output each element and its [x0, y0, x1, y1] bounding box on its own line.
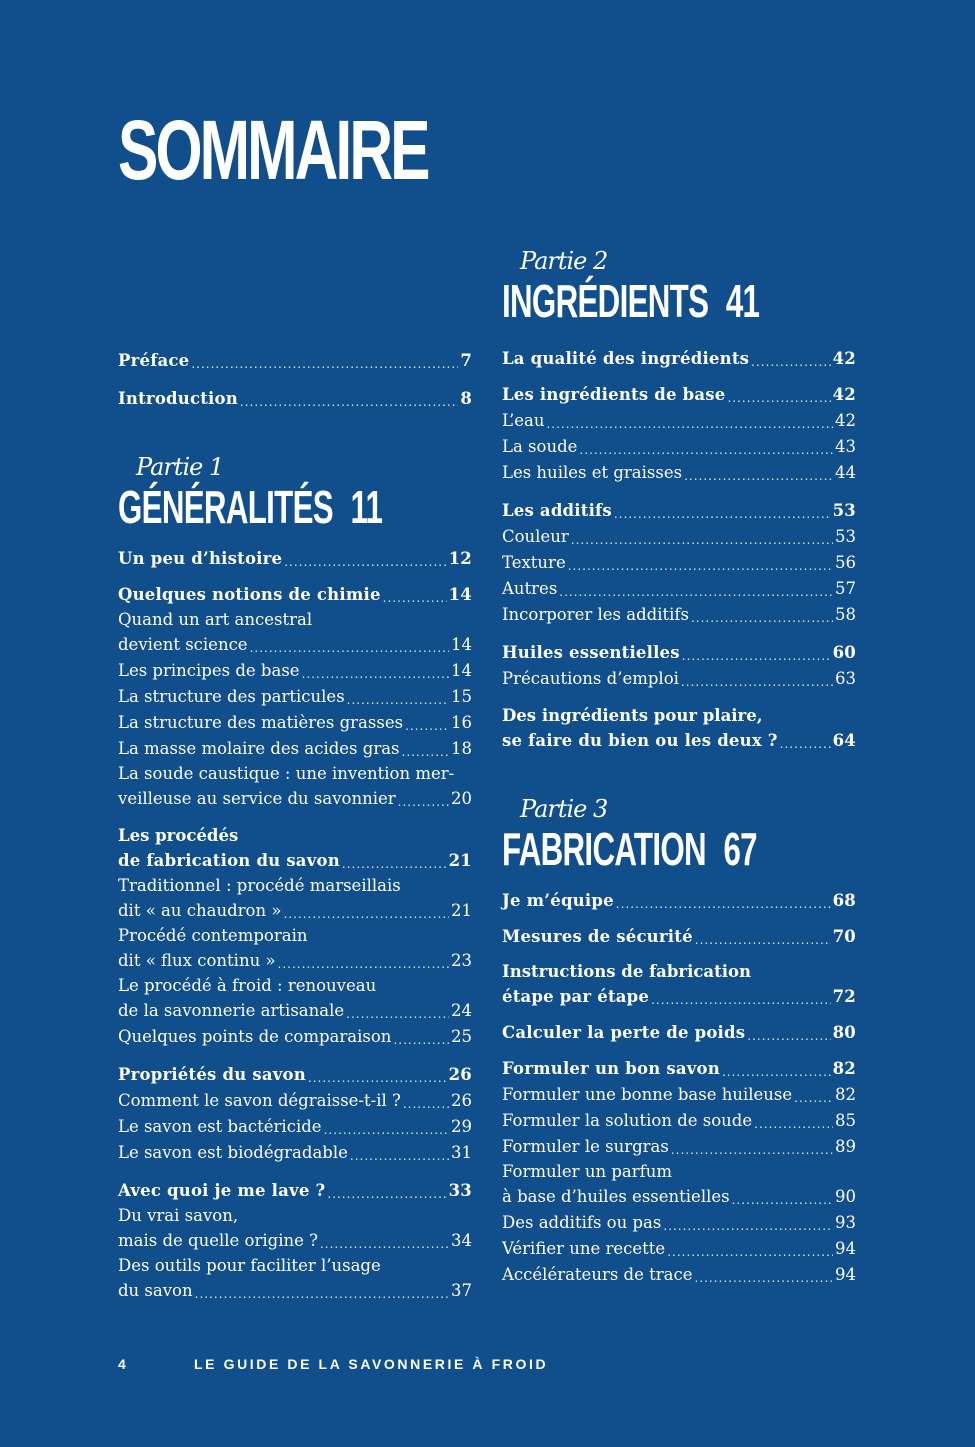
toc-section[interactable] — [502, 888, 856, 914]
toc-section[interactable] — [118, 546, 472, 572]
toc-item[interactable] — [118, 710, 472, 736]
toc-section-label: Des ingrédients pour plaire, — [502, 706, 763, 725]
toc-page-number: 89 — [835, 1137, 856, 1156]
part-title: INGRÉDIENTS 41 — [502, 275, 760, 327]
toc-page-number: 21 — [448, 851, 472, 870]
dot-leader — [684, 466, 833, 486]
toc-section[interactable] — [502, 498, 856, 524]
part-label: Partie 1 — [136, 453, 224, 481]
toc-entry-label: Le procédé à froid : renouveau — [118, 976, 377, 995]
toc-item[interactable] — [118, 1228, 472, 1254]
toc-item[interactable] — [502, 576, 856, 602]
toc-page-number: 64 — [832, 731, 856, 750]
toc-item[interactable] — [118, 998, 472, 1024]
dot-leader — [346, 1004, 449, 1024]
dot-leader — [350, 1146, 449, 1166]
toc-entry-label: veilleuse au service du savonnier — [118, 789, 396, 808]
toc-page-number: 93 — [835, 1213, 856, 1232]
toc-entry-label: se faire du bien ou les deux ? — [502, 731, 778, 750]
toc-page-number: 25 — [451, 1027, 472, 1046]
toc-page-number: 12 — [448, 549, 472, 568]
toc-page-number: 58 — [835, 605, 856, 624]
toc-page-number: 14 — [451, 635, 472, 654]
toc-page-number: 20 — [451, 789, 472, 808]
toc-page-number: 23 — [451, 951, 472, 970]
toc-entry-label: Préface — [118, 351, 190, 370]
toc-item[interactable] — [502, 1210, 856, 1236]
toc-entry-label: Mesures de sécurité — [502, 927, 693, 946]
dot-leader — [195, 1284, 449, 1304]
toc-item[interactable] — [118, 1140, 472, 1166]
toc-entry-label: de fabrication du savon — [118, 851, 340, 870]
toc-section-label: Les procédés — [118, 826, 239, 845]
toc-section[interactable] — [502, 1056, 856, 1082]
toc-entry-label: Les huiles et graisses — [502, 463, 683, 482]
toc-item[interactable] — [502, 602, 856, 628]
dot-leader — [681, 672, 833, 692]
toc-item[interactable] — [502, 524, 856, 550]
dot-leader — [794, 1088, 833, 1108]
toc-page-number: 60 — [832, 643, 856, 662]
toc-page-number: 57 — [835, 579, 856, 598]
toc-entry-preface[interactable] — [118, 348, 472, 374]
dot-leader — [571, 530, 833, 550]
footer-book-title: LE GUIDE DE LA SAVONNERIE À FROID — [194, 1356, 549, 1372]
toc-right-column — [502, 246, 856, 1288]
toc-page-number: 56 — [835, 553, 856, 572]
toc-entry-label: Précautions d’emploi — [502, 669, 679, 688]
part-3-heading — [502, 794, 856, 874]
toc-item[interactable] — [118, 948, 472, 974]
toc-entry-label: Procédé contemporain — [118, 926, 308, 945]
toc-page-number: 34 — [451, 1231, 472, 1250]
toc-entry-label: Formuler un parfum — [502, 1162, 672, 1181]
toc-item[interactable] — [118, 1114, 472, 1140]
toc-page-number: 43 — [835, 437, 856, 456]
toc-entry-label: du savon — [118, 1281, 193, 1300]
toc-item[interactable] — [118, 1088, 472, 1114]
toc-page-number: 37 — [451, 1281, 472, 1300]
toc-page-number: 53 — [835, 527, 856, 546]
toc-page-number: 15 — [451, 687, 472, 706]
toc-item[interactable] — [502, 1082, 856, 1108]
toc-page-number: 16 — [451, 713, 472, 732]
toc-section[interactable] — [502, 924, 856, 950]
toc-item[interactable] — [118, 684, 472, 710]
toc-entry-label: La soude caustique : une invention mer- — [118, 764, 455, 783]
dot-leader — [579, 440, 833, 460]
toc-entry-label: à base d’huiles essentielles — [502, 1187, 730, 1206]
toc-page-number: 33 — [448, 1181, 472, 1200]
dot-leader — [727, 388, 830, 408]
dot-leader — [191, 354, 458, 374]
toc-item[interactable] — [502, 1262, 856, 1288]
dot-leader — [403, 1094, 449, 1114]
toc-section[interactable] — [502, 382, 856, 408]
dot-leader — [663, 1216, 833, 1236]
toc-page-number: 21 — [451, 901, 472, 920]
toc-section[interactable] — [502, 984, 856, 1010]
dot-leader — [324, 1120, 449, 1140]
toc-page-number: 94 — [835, 1239, 856, 1258]
toc-entry-label: mais de quelle origine ? — [118, 1231, 318, 1250]
toc-entry-label: Les ingrédients de base — [502, 385, 726, 404]
toc-entry-label: La qualité des ingrédients — [502, 349, 750, 368]
toc-page-number: 42 — [832, 385, 856, 404]
toc-item[interactable] — [118, 898, 472, 924]
toc-entry-label: Le savon est bactéricide — [118, 1117, 322, 1136]
toc-page-number: 31 — [451, 1143, 472, 1162]
dot-leader — [691, 608, 833, 628]
toc-page-number: 85 — [835, 1111, 856, 1130]
dot-leader — [732, 1190, 833, 1210]
dot-leader — [780, 734, 831, 754]
toc-section[interactable] — [502, 346, 856, 372]
dot-leader — [682, 646, 831, 666]
toc-page-number: 29 — [451, 1117, 472, 1136]
toc-item[interactable] — [502, 460, 856, 486]
toc-item[interactable] — [502, 408, 856, 434]
toc-item[interactable] — [502, 1108, 856, 1134]
toc-entry-label: La structure des particules — [118, 687, 345, 706]
toc-entry-label: Des additifs ou pas — [502, 1213, 662, 1232]
toc-entry-label: L’eau — [502, 411, 545, 430]
toc-entry-label: dit « au chaudron » — [118, 901, 282, 920]
toc-entry-label: Formuler une bonne base huileuse — [502, 1085, 793, 1104]
toc-item[interactable] — [502, 1134, 856, 1160]
part-title: FABRICATION 67 — [502, 823, 757, 875]
toc-entry-label: de la savonnerie artisanale — [118, 1001, 345, 1020]
dot-leader — [383, 588, 447, 608]
toc-page-number: 82 — [835, 1085, 856, 1104]
toc-entry-label: La structure des matières grasses — [118, 713, 404, 732]
toc-page-number: 94 — [835, 1265, 856, 1284]
toc-entry-label: Avec quoi je me lave ? — [118, 1181, 326, 1200]
dot-leader — [308, 1068, 447, 1088]
toc-section[interactable] — [118, 1178, 472, 1204]
toc-item[interactable] — [502, 550, 856, 576]
part-title: GÉNÉRALITÉS 11 — [118, 481, 383, 533]
dot-leader — [722, 1062, 831, 1082]
toc-page-number: 26 — [448, 1065, 472, 1084]
footer-page-number: 4 — [118, 1356, 129, 1372]
dot-leader — [667, 1242, 833, 1262]
toc-page-number: 90 — [835, 1187, 856, 1206]
dot-leader — [747, 1026, 830, 1046]
toc-entry-label: Incorporer les additifs — [502, 605, 689, 624]
toc-section[interactable] — [118, 1062, 472, 1088]
toc-section-label: Instructions de fabrication — [502, 962, 751, 981]
toc-entry-label: Introduction — [118, 389, 238, 408]
dot-leader — [754, 1114, 833, 1134]
toc-page-number: 68 — [832, 891, 856, 910]
toc-entry-label: Comment le savon dégraisse-t-il ? — [118, 1091, 401, 1110]
toc-page-number: 63 — [835, 669, 856, 688]
toc-entry-label: Quelques points de comparaison — [118, 1027, 392, 1046]
toc-entry-label: Calculer la perte de poids — [502, 1023, 746, 1042]
toc-page-number: 70 — [832, 927, 856, 946]
dot-leader — [671, 1140, 833, 1160]
toc-item[interactable] — [502, 1236, 856, 1262]
dot-leader — [694, 1268, 833, 1288]
toc-item[interactable] — [502, 1184, 856, 1210]
toc-page-number: 24 — [451, 1001, 472, 1020]
toc-item[interactable] — [118, 786, 472, 812]
toc-entry-label: devient science — [118, 635, 248, 654]
toc-item[interactable] — [502, 666, 856, 692]
toc-page-number: 72 — [832, 987, 856, 1006]
toc-entry-label: Formuler le surgras — [502, 1137, 669, 1156]
part-1-heading — [118, 452, 472, 532]
toc-item[interactable] — [118, 632, 472, 658]
toc-entry-label: Propriétés du savon — [118, 1065, 306, 1084]
toc-entry-label: La soude — [502, 437, 578, 456]
dot-leader — [559, 582, 833, 602]
part-2-heading — [502, 246, 856, 326]
toc-entry-label: Le savon est biodégradable — [118, 1143, 348, 1162]
toc-entry-label: Autres — [502, 579, 558, 598]
toc-entry-label: Vérifier une recette — [502, 1239, 666, 1258]
dot-leader — [546, 414, 833, 434]
toc-entry-label: Accélérateurs de trace — [502, 1265, 693, 1284]
toc-entry-label: Du vrai savon, — [118, 1206, 239, 1225]
toc-section[interactable] — [502, 640, 856, 666]
dot-leader — [283, 904, 449, 924]
toc-page-number: 80 — [832, 1023, 856, 1042]
toc-page-number: 26 — [451, 1091, 472, 1110]
toc-item[interactable] — [118, 736, 472, 762]
toc-item[interactable] — [502, 434, 856, 460]
part-label: Partie 2 — [520, 247, 608, 275]
toc-item[interactable] — [118, 1024, 472, 1050]
toc-page-number: 42 — [835, 411, 856, 430]
toc-entry-label: Couleur — [502, 527, 569, 546]
toc-page-number: 18 — [451, 739, 472, 758]
toc-item[interactable] — [118, 1278, 472, 1304]
toc-page-number: 8 — [460, 389, 472, 408]
toc-entry-label: Traditionnel : procédé marseillais — [118, 876, 401, 895]
dot-leader — [240, 392, 458, 412]
toc-section[interactable] — [118, 848, 472, 874]
toc-entry-label: Je m’équipe — [502, 891, 614, 910]
dot-leader — [751, 352, 830, 372]
toc-entry-label: Les additifs — [502, 501, 612, 520]
dot-leader — [278, 954, 449, 974]
toc-page-number: 82 — [832, 1059, 856, 1078]
toc-entry-label: Un peu d’histoire — [118, 549, 283, 568]
dot-leader — [616, 894, 831, 914]
part-label: Partie 3 — [520, 795, 608, 823]
toc-section[interactable] — [118, 582, 472, 608]
toc-page-number: 7 — [460, 351, 472, 370]
dot-leader — [614, 504, 831, 524]
toc-entry-label: Des outils pour faciliter l’usage — [118, 1256, 381, 1275]
toc-entry-label: Quelques notions de chimie — [118, 585, 381, 604]
toc-page-number: 42 — [832, 349, 856, 368]
dot-leader — [651, 990, 831, 1010]
toc-entry-label: Huiles essentielles — [502, 643, 680, 662]
toc-page-number: 14 — [448, 585, 472, 604]
toc-entry-label: Texture — [502, 553, 566, 572]
toc-item[interactable] — [118, 658, 472, 684]
toc-entry-label: Formuler la solution de soude — [502, 1111, 753, 1130]
toc-left-column — [118, 348, 472, 1304]
toc-page-number: 53 — [832, 501, 856, 520]
dot-leader — [347, 690, 449, 710]
toc-page-number: 14 — [451, 661, 472, 680]
toc-entry-label: étape par étape — [502, 987, 650, 1006]
dot-leader — [342, 854, 447, 874]
dot-leader — [327, 1184, 446, 1204]
toc-entry-label: La masse molaire des acides gras — [118, 739, 400, 758]
toc-entry-label: Formuler un bon savon — [502, 1059, 720, 1078]
toc-page-number: 44 — [835, 463, 856, 482]
dot-leader — [405, 716, 449, 736]
dot-leader — [393, 1030, 449, 1050]
dot-leader — [250, 638, 449, 658]
toc-section[interactable] — [502, 728, 856, 754]
toc-entry-label: Les principes de base — [118, 661, 300, 680]
dot-leader — [402, 742, 449, 762]
toc-entry-introduction[interactable] — [118, 386, 472, 412]
toc-entry-label: dit « flux continu » — [118, 951, 276, 970]
dot-leader — [284, 552, 446, 572]
dot-leader — [302, 664, 449, 684]
page-footer — [118, 1356, 548, 1372]
toc-entry-label: Quand un art ancestral — [118, 610, 313, 629]
page-title: SOMMAIRE — [118, 103, 428, 197]
dot-leader — [320, 1234, 449, 1254]
dot-leader — [695, 930, 831, 950]
toc-section[interactable] — [502, 1020, 856, 1046]
dot-leader — [398, 792, 449, 812]
dot-leader — [568, 556, 833, 576]
